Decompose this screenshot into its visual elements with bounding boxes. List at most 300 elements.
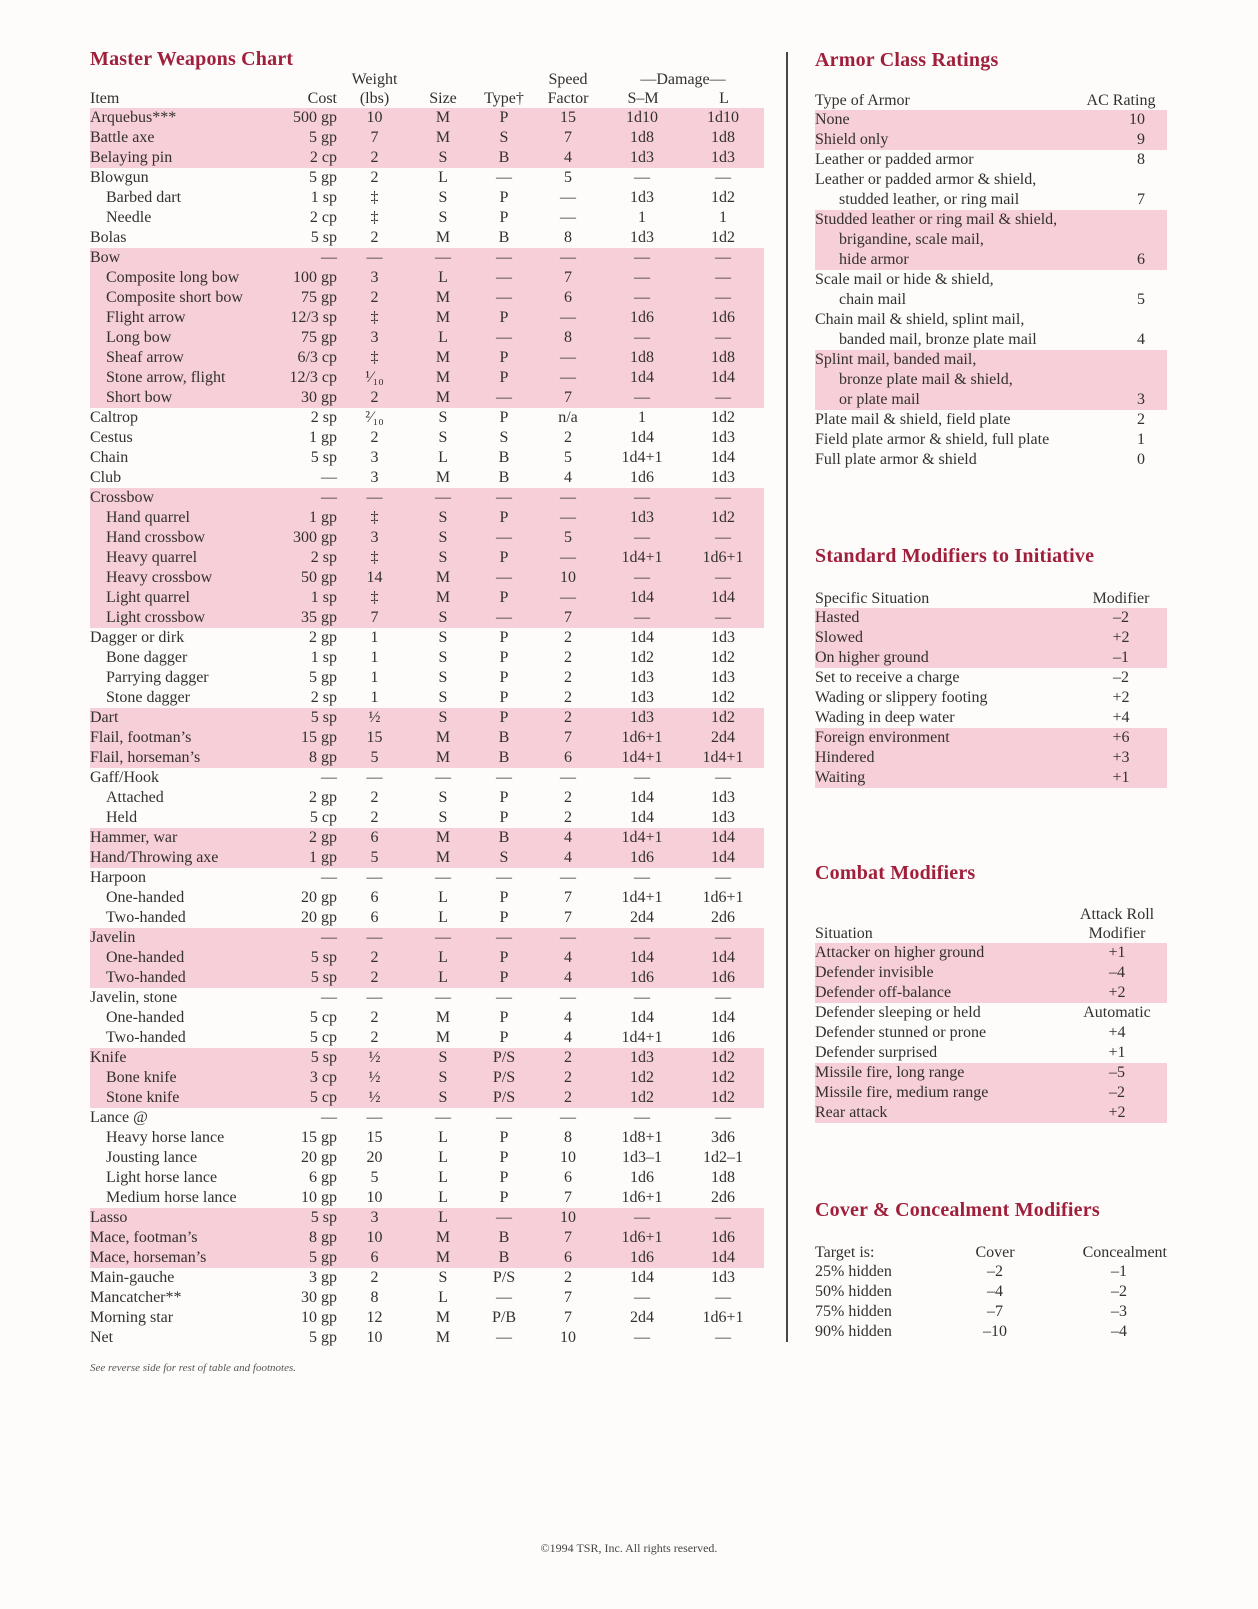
weapon-speed: — (560, 189, 576, 206)
weapon-item: Barbed dart (106, 189, 182, 206)
armor-type: bronze plate mail & shield, (815, 370, 1075, 390)
weapon-damage-l: — (715, 989, 731, 1006)
weapon-damage-sm: 1d4+1 (602, 748, 682, 768)
weapon-item: Lasso (90, 1208, 275, 1228)
armor-row (815, 210, 1167, 230)
weapon-speed: 2 (534, 708, 602, 728)
armor-ac-value (1075, 310, 1167, 330)
weapon-damage-sm: — (634, 1289, 650, 1306)
weapon-speed: 7 (534, 1228, 602, 1248)
weapon-item: Dart (90, 708, 275, 728)
column-divider (786, 52, 788, 1342)
weapon-damage-l: 1d4 (682, 368, 764, 388)
cover-header-concealment: Concealment (1082, 1244, 1167, 1261)
armor-type: Chain mail & shield, splint mail, (815, 311, 1025, 328)
weapon-cost: — (275, 248, 337, 268)
weapon-item: Hand/Throwing axe (90, 848, 275, 868)
weapon-damage-l: 1d6 (711, 1029, 735, 1046)
weapon-item: Short bow (90, 388, 275, 408)
weapon-row (90, 768, 764, 788)
armor-type: None (815, 110, 1075, 130)
weapon-row (90, 1188, 764, 1208)
weapon-damage-l: 1d6 (682, 968, 764, 988)
initiative-row-label: Wading in deep water (815, 709, 955, 726)
armor-ac-value (1075, 230, 1167, 250)
concealment-value: –4 (1111, 1323, 1127, 1340)
weapon-row (90, 628, 764, 648)
weapon-item: Net (90, 1329, 114, 1346)
weapon-type: — (474, 928, 534, 948)
armor-table-body (815, 110, 1167, 470)
weapon-damage-sm: — (634, 989, 650, 1006)
weapon-damage-l: 1d2 (711, 649, 735, 666)
weapon-damage-l: 1d2 (682, 1088, 764, 1108)
cover-table-body (815, 1262, 1167, 1342)
weapon-cost: 8 gp (275, 748, 337, 768)
weapon-size: M (435, 1309, 451, 1326)
header-weight-bottom: (lbs) (359, 90, 390, 107)
weapon-weight: 3 (337, 268, 412, 288)
weapon-weight: 20 (366, 1149, 383, 1166)
cover-value: –4 (987, 1283, 1003, 1300)
weapon-cost: — (321, 989, 337, 1006)
weapon-speed: 2 (564, 669, 572, 686)
weapon-size: S (438, 429, 448, 446)
weapon-row (90, 1228, 764, 1248)
weapon-type: P (499, 1169, 509, 1186)
weapon-type: P (474, 948, 534, 968)
weapon-type: P (499, 409, 509, 426)
header-size: Size (429, 90, 457, 107)
weapon-speed: 7 (564, 1189, 572, 1206)
weapon-cost: 20 gp (301, 889, 337, 906)
weapon-row (90, 928, 764, 948)
weapon-row (90, 1248, 764, 1268)
weapon-damage-l: — (682, 1208, 764, 1228)
weapon-damage-l: 1d2 (682, 1068, 764, 1088)
weapon-cost: 15 gp (301, 1129, 337, 1146)
weapon-size: L (438, 1149, 448, 1166)
weapon-item: Needle (106, 209, 152, 226)
weapon-type: — (496, 1289, 512, 1306)
weapon-speed: 7 (534, 728, 602, 748)
cover-target: 75% hidden (815, 1303, 892, 1320)
weapon-cost: 5 sp (310, 229, 337, 246)
weapon-weight: 3 (337, 1208, 412, 1228)
weapon-damage-l: 1 (719, 209, 727, 226)
weapon-size: S (438, 669, 448, 686)
armor-row (815, 430, 1167, 450)
weapon-cost: 5 gp (309, 169, 337, 186)
weapon-type: — (474, 328, 534, 348)
initiative-row (815, 708, 1167, 728)
weapon-cost: 5 gp (275, 1248, 337, 1268)
weapon-damage-sm: 1d2 (630, 649, 654, 666)
weapon-cost: 3 gp (309, 1269, 337, 1286)
armor-row (815, 250, 1167, 270)
cover-row (815, 1262, 1167, 1282)
weapon-type: P/S (474, 1088, 534, 1108)
weapon-row (90, 1328, 764, 1348)
weapon-row (90, 968, 764, 988)
armor-type: banded mail, bronze plate mail (839, 331, 1037, 348)
weapon-weight: 5 (337, 748, 412, 768)
weapon-speed: 6 (564, 1169, 572, 1186)
weapon-row (90, 1308, 764, 1328)
initiative-row-value: –2 (1113, 669, 1129, 686)
weapon-weight: 2 (370, 1009, 379, 1026)
weapon-cost: 10 gp (301, 1189, 337, 1206)
weapon-item: Stone knife (90, 1088, 275, 1108)
armor-row (815, 130, 1167, 150)
weapon-type: P (499, 629, 509, 646)
weapon-size: L (438, 889, 448, 906)
weapon-item: Long bow (90, 328, 275, 348)
weapon-damage-sm: 1d3 (602, 508, 682, 528)
weapon-cost: 2 cp (309, 209, 337, 226)
header-cost: Cost (307, 90, 337, 107)
weapon-size: S (438, 1269, 448, 1286)
weapon-size: M (412, 728, 474, 748)
weapon-row (90, 668, 764, 688)
weapon-damage-l: 2d4 (682, 728, 764, 748)
weapons-footnote: See reverse side for rest of table and footnotes. (90, 1362, 297, 1374)
armor-ac-value (1075, 170, 1167, 190)
weapon-cost: 75 gp (275, 288, 337, 308)
armor-row (815, 170, 1167, 190)
weapon-item: One-handed (90, 948, 275, 968)
weapon-type: — (474, 388, 534, 408)
weapon-damage-l: 1d6+1 (702, 889, 744, 906)
weapon-cost: 5 sp (275, 1208, 337, 1228)
weapon-weight: 6 (337, 1248, 412, 1268)
weapon-damage-sm: 1d3 (630, 669, 654, 686)
weapon-weight: ‡ (370, 189, 379, 206)
weapon-item: Crossbow (90, 488, 275, 508)
initiative-row-value: +2 (1112, 689, 1130, 706)
weapon-damage-l: 1d6+1 (702, 1309, 744, 1326)
weapon-item: Parrying dagger (106, 669, 209, 686)
weapon-item: Heavy crossbow (90, 568, 275, 588)
weapon-type: — (496, 1109, 512, 1126)
weapon-speed: 4 (534, 948, 602, 968)
weapon-row (90, 368, 764, 388)
weapon-size: L (412, 1208, 474, 1228)
weapon-damage-sm: — (602, 248, 682, 268)
weapon-row (90, 348, 764, 368)
weapon-damage-l: 2d6 (711, 909, 735, 926)
weapon-cost: 12/3 cp (275, 368, 337, 388)
armor-ac-value: 5 (1137, 291, 1145, 308)
weapon-item: Hammer, war (90, 828, 275, 848)
weapon-row (90, 948, 764, 968)
weapon-item: Sheaf arrow (90, 348, 275, 368)
initiative-row-label: Hasted (815, 608, 1075, 628)
weapon-type: B (498, 449, 510, 466)
weapon-weight: ‡ (337, 588, 412, 608)
weapon-cost: 1 gp (275, 848, 337, 868)
weapon-damage-l: — (682, 268, 764, 288)
weapon-item: Light quarrel (90, 588, 275, 608)
combat-header-situation: Situation (815, 925, 873, 942)
weapon-cost: 1 gp (275, 508, 337, 528)
weapon-size: — (435, 989, 451, 1006)
header-speed (534, 70, 602, 108)
weapon-weight: 7 (337, 128, 412, 148)
weapon-weight: 2 (370, 229, 379, 246)
weapon-item: Bone dagger (106, 649, 188, 666)
armor-row (815, 350, 1167, 370)
weapon-size: S (412, 528, 474, 548)
weapon-damage-l: 1d2 (711, 409, 735, 426)
weapon-cost: 2 sp (275, 548, 337, 568)
weapon-weight: — (366, 1109, 383, 1126)
weapon-type: P (499, 1189, 509, 1206)
weapon-damage-l: 1d3 (711, 669, 735, 686)
weapon-damage-sm: — (602, 568, 682, 588)
weapon-cost: 500 gp (275, 108, 337, 128)
weapon-size: S (412, 1068, 474, 1088)
combat-row (815, 1043, 1167, 1063)
weapon-row (90, 428, 764, 448)
weapon-damage-sm: 1d3 (602, 708, 682, 728)
weapon-weight: 3 (370, 469, 379, 486)
weapon-damage-l: — (682, 568, 764, 588)
weapon-speed: 10 (560, 1149, 576, 1166)
weapon-damage-l: 1d8 (711, 1169, 735, 1186)
weapon-size: M (412, 308, 474, 328)
weapon-cost: 5 gp (309, 1329, 337, 1346)
weapon-weight: — (337, 248, 412, 268)
weapon-weight: 2 (337, 948, 412, 968)
weapon-cost: 5 cp (275, 1088, 337, 1108)
weapon-damage-l: — (715, 869, 731, 886)
initiative-table-body (815, 608, 1167, 788)
weapon-item: Two-handed (106, 1029, 186, 1046)
header-type: Type† (484, 90, 524, 107)
weapon-weight: 2 (370, 169, 379, 186)
combat-row-label: Missile fire, long range (815, 1063, 1067, 1083)
weapon-row (90, 288, 764, 308)
weapon-damage-sm: 1d4 (602, 368, 682, 388)
weapon-weight: — (366, 769, 383, 786)
weapon-speed: 7 (534, 268, 602, 288)
weapon-damage-sm: 1d8 (602, 128, 682, 148)
weapon-speed: 6 (534, 1248, 602, 1268)
armor-type: Field plate armor & shield, full plate (815, 431, 1050, 448)
cover-row (815, 1302, 1167, 1322)
weapon-damage-sm: 1d3 (630, 689, 654, 706)
weapon-cost: 2 gp (275, 828, 337, 848)
weapon-damage-sm: 1d4+1 (621, 1029, 663, 1046)
weapon-speed: 15 (534, 108, 602, 128)
weapon-type: S (499, 429, 509, 446)
initiative-table (815, 588, 1167, 788)
armor-header-type: Type of Armor (815, 92, 910, 109)
concealment-value: –3 (1111, 1303, 1127, 1320)
weapon-weight: — (366, 869, 383, 886)
weapon-cost: 1 sp (310, 649, 337, 666)
weapon-type: P (499, 649, 509, 666)
weapon-damage-sm: 1d4 (630, 1269, 654, 1286)
weapon-cost: 6 gp (309, 1169, 337, 1186)
weapon-damage-sm: 1 (638, 409, 646, 426)
header-damage-top: —Damage— (640, 71, 726, 88)
weapon-weight: 3 (337, 528, 412, 548)
weapon-item: Chain (90, 449, 129, 466)
weapon-speed: — (560, 869, 576, 886)
cover-header-cover: Cover (975, 1244, 1015, 1261)
header-item: Item (90, 90, 120, 107)
initiative-header-situation: Specific Situation (815, 590, 930, 607)
weapon-weight: 1 (370, 689, 379, 706)
weapon-damage-sm: — (602, 328, 682, 348)
weapon-row (90, 748, 764, 768)
weapon-item: Stone arrow, flight (90, 368, 275, 388)
combat-row-value: +1 (1067, 943, 1167, 963)
combat-header-modifier-top: Attack Roll (1079, 906, 1155, 923)
weapon-type: — (474, 248, 534, 268)
weapon-damage-sm: 1d4 (630, 789, 654, 806)
weapon-size: M (412, 828, 474, 848)
weapon-cost: 20 gp (301, 1149, 337, 1166)
weapon-damage-sm: — (634, 1329, 650, 1346)
weapon-damage-sm: — (602, 1208, 682, 1228)
weapon-row (90, 688, 764, 708)
weapon-damage-sm: 1d6+1 (621, 1189, 663, 1206)
weapon-cost: 1 sp (275, 588, 337, 608)
weapon-weight: ½ (337, 1068, 412, 1088)
armor-row (815, 150, 1167, 170)
weapon-row (90, 1028, 764, 1048)
weapon-speed: 7 (564, 889, 572, 906)
weapon-type: P (499, 689, 509, 706)
weapon-damage-l: 1d2 (682, 1048, 764, 1068)
weapon-speed: — (560, 1109, 576, 1126)
armor-type: studded leather, or ring mail (839, 191, 1020, 208)
weapon-size: S (412, 148, 474, 168)
weapon-item: Belaying pin (90, 148, 275, 168)
weapon-speed: 10 (534, 1208, 602, 1228)
weapon-row (90, 988, 764, 1008)
weapon-damage-l: 2d6 (711, 1189, 735, 1206)
concealment-value: –2 (1111, 1283, 1127, 1300)
weapon-row (90, 568, 764, 588)
weapon-damage-l: 1d4 (682, 1248, 764, 1268)
armor-row (815, 270, 1167, 290)
copyright: ©1994 TSR, Inc. All rights reserved. (540, 1541, 718, 1555)
weapon-damage-sm: 1d6 (602, 968, 682, 988)
armor-type: Leather or padded armor & shield, (815, 171, 1037, 188)
weapon-speed: 2 (564, 429, 572, 446)
weapon-damage-sm: 1d2 (602, 1068, 682, 1088)
armor-row (815, 110, 1167, 130)
weapon-type: — (474, 488, 534, 508)
weapon-damage-l: 1d4 (682, 828, 764, 848)
weapon-weight: 7 (337, 608, 412, 628)
weapon-item: Mace, footman’s (90, 1228, 275, 1248)
weapon-size: S (438, 649, 448, 666)
weapon-size: S (438, 809, 448, 826)
weapon-damage-sm: — (634, 169, 650, 186)
weapon-damage-l: 1d3 (711, 809, 735, 826)
weapon-speed: 4 (534, 828, 602, 848)
weapon-damage-sm: 1d3 (630, 189, 654, 206)
weapon-row (90, 608, 764, 628)
weapon-item: Bolas (90, 229, 127, 246)
weapon-item: Flail, horseman’s (90, 748, 275, 768)
combat-row-value: –5 (1067, 1063, 1167, 1083)
weapon-weight: 1 (370, 649, 379, 666)
combat-row-value: +1 (1108, 1044, 1126, 1061)
weapon-cost: 5 sp (310, 449, 337, 466)
weapon-size: S (438, 189, 448, 206)
weapon-size: M (435, 1009, 451, 1026)
weapon-speed: — (534, 248, 602, 268)
weapon-size: M (412, 568, 474, 588)
weapon-item: Two-handed (106, 909, 186, 926)
weapon-weight: 2 (370, 1269, 379, 1286)
weapon-weight: 15 (337, 728, 412, 748)
weapon-cost: 5 gp (309, 669, 337, 686)
weapon-weight: ¹⁄₁₀ (337, 368, 412, 388)
weapon-speed: — (534, 588, 602, 608)
weapon-weight: 5 (337, 848, 412, 868)
weapon-weight: 10 (366, 1189, 383, 1206)
weapon-type: P (499, 909, 509, 926)
weapon-size: L (438, 1189, 448, 1206)
weapon-damage-l: 1d6+1 (682, 548, 764, 568)
weapon-damage-sm: 1d3 (630, 229, 654, 246)
weapon-weight: 3 (337, 328, 412, 348)
armor-type: Scale mail or hide & shield, (815, 271, 994, 288)
weapon-row (90, 788, 764, 808)
initiative-row-value: +2 (1075, 628, 1167, 648)
weapon-damage-sm: 1d8 (602, 348, 682, 368)
weapon-damage-l: 1d2 (711, 689, 735, 706)
armor-type: hide armor (815, 250, 1075, 270)
weapon-item: Light horse lance (106, 1169, 218, 1186)
combat-row-value: +2 (1067, 1103, 1167, 1123)
armor-type: or plate mail (815, 390, 1075, 410)
weapon-weight: 6 (370, 889, 379, 906)
cover-table (815, 1242, 1167, 1342)
armor-type: Leather or padded armor (815, 151, 974, 168)
weapon-item: Stone dagger (106, 689, 190, 706)
weapon-size: L (438, 169, 448, 186)
combat-row (815, 1063, 1167, 1083)
weapon-damage-sm: 1d6 (630, 1169, 654, 1186)
weapons-table (90, 70, 764, 1348)
weapon-weight: ‡ (370, 209, 379, 226)
armor-ac-value: 0 (1137, 451, 1145, 468)
armor-title: Armor Class Ratings (815, 49, 999, 71)
armor-ac-value: 8 (1137, 151, 1145, 168)
weapon-type: — (496, 769, 512, 786)
weapon-damage-l: 1d2–1 (703, 1149, 743, 1166)
armor-type: Splint mail, banded mail, (815, 350, 1075, 370)
weapon-row (90, 808, 764, 828)
weapon-size: L (412, 268, 474, 288)
initiative-row-value: +1 (1075, 768, 1167, 788)
armor-row (815, 290, 1167, 310)
weapon-cost: 5 cp (309, 1009, 337, 1026)
weapon-type: B (474, 748, 534, 768)
weapon-cost: 5 cp (309, 1029, 337, 1046)
weapon-row (90, 1268, 764, 1288)
weapon-weight: 2 (337, 148, 412, 168)
combat-row-label: Rear attack (815, 1103, 1067, 1123)
